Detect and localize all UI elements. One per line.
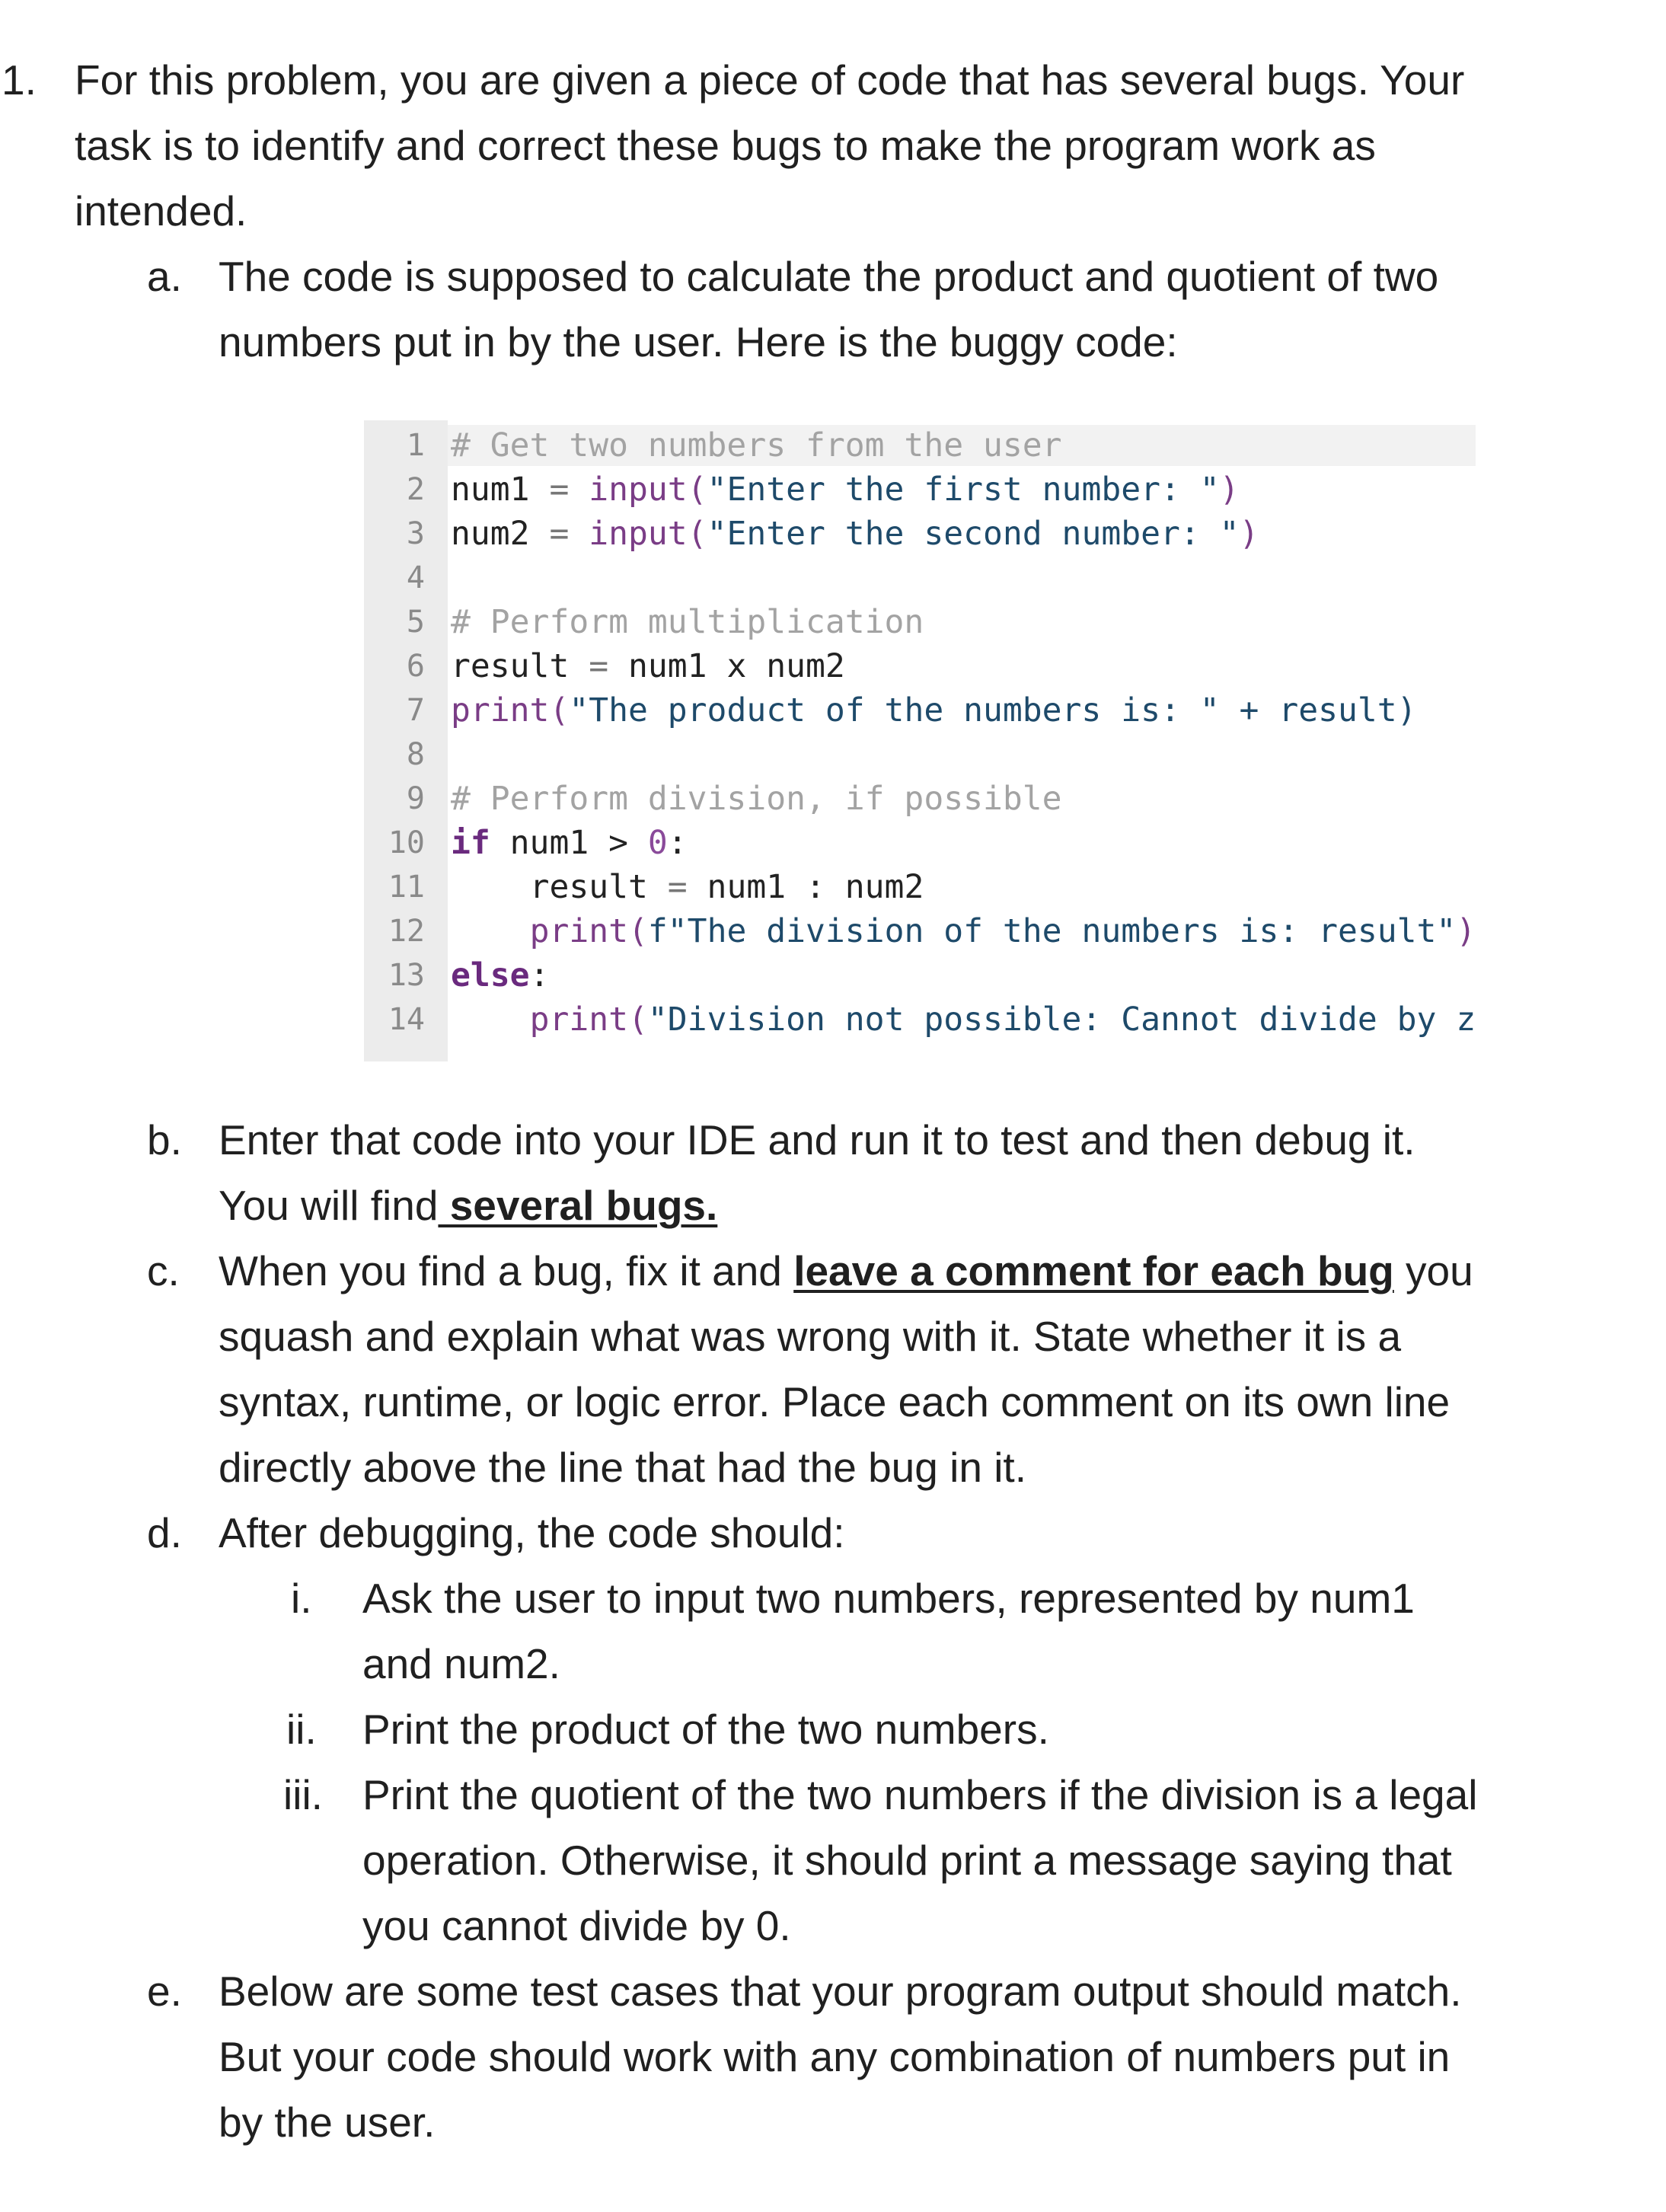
part-e-line-1: Below are some test cases that your program output should match.: [219, 1968, 1462, 2015]
line-number: 11: [388, 870, 425, 905]
line-number: 12: [388, 914, 425, 949]
part-b-line-1: Enter that code into your IDE and run it to test and then debug it.: [219, 1116, 1415, 1163]
code-keyword: else: [451, 956, 530, 994]
item-iii-line-1: Print the quotient of the two numbers if the division is a legal: [362, 1771, 1478, 1818]
several-bugs-emphasis: several bugs.: [438, 1182, 718, 1229]
code-var: num1: [451, 471, 550, 509]
part-d-marker: d.: [147, 1509, 182, 1556]
code-line-13: [451, 953, 549, 997]
line-number: 8: [406, 737, 425, 772]
item-ii-marker: ii.: [286, 1706, 317, 1753]
code-line-6: [451, 644, 845, 688]
part-e-line-3: by the user.: [219, 2099, 436, 2146]
code-function: input(: [569, 515, 707, 553]
code-comment: # Get two numbers from the user: [451, 426, 1062, 464]
code-expression: num1 : num2: [687, 868, 924, 906]
part-d-line: After debugging, the code should:: [219, 1509, 845, 1556]
item-i-line-1: Ask the user to input two numbers, represented by num1: [362, 1575, 1415, 1622]
code-string: f"The division of the numbers is: result": [647, 912, 1457, 950]
line-number: 13: [388, 958, 425, 993]
part-c-line-1: [219, 1246, 1473, 1296]
part-a-line-2: numbers put in by the user. Here is the buggy code:: [219, 318, 1178, 365]
code-expression: num1 >: [490, 824, 648, 862]
line-number: 3: [406, 516, 425, 551]
line-number: 9: [406, 781, 425, 816]
code-string: "Enter the second number: ": [707, 515, 1240, 553]
code-indent: [451, 912, 530, 950]
part-c-marker: c.: [147, 1247, 180, 1294]
code-colon: :: [529, 956, 550, 994]
code-number: 0: [647, 824, 668, 862]
part-e-line-2: But your code should work with any combination of numbers put in: [219, 2033, 1451, 2080]
code-operator: =: [589, 647, 609, 685]
part-e-marker: e.: [147, 1968, 182, 2015]
code-line-7: [451, 688, 1417, 733]
part-c-line-3: syntax, runtime, or logic error. Place each comment on its own line: [219, 1378, 1451, 1425]
code-string: "Enter the first number: ": [707, 471, 1220, 509]
code-line-9: [451, 777, 1062, 821]
code-line-1: [451, 423, 1062, 468]
code-line-14: [451, 997, 1476, 1042]
line-number: 5: [406, 605, 425, 640]
code-colon: :: [667, 824, 688, 862]
code-operator: =: [549, 471, 570, 509]
item-iii-line-3: you cannot divide by 0.: [362, 1902, 791, 1949]
item-i-marker: i.: [291, 1575, 312, 1622]
line-number: 4: [406, 560, 425, 595]
intro-line-3: intended.: [75, 187, 247, 235]
line-number: 7: [406, 693, 425, 728]
code-line-11: [451, 865, 924, 909]
code-paren: ): [1239, 515, 1259, 553]
part-c-line-1-prefix: When you find a bug, fix it and: [219, 1247, 794, 1294]
code-expression: num1 x num2: [608, 647, 845, 685]
item-i-line-2: and num2.: [362, 1640, 560, 1687]
code-var: result: [451, 647, 589, 685]
intro-line-2: task is to identify and correct these bugs to make the program work as: [75, 122, 1376, 169]
code-var: result: [529, 868, 668, 906]
item-ii-line-1: Print the product of the two numbers.: [362, 1706, 1049, 1753]
part-b-marker: b.: [147, 1116, 182, 1163]
part-b-line-2-prefix: You will find: [219, 1182, 439, 1229]
line-number: 14: [388, 1002, 425, 1037]
code-line-12: [451, 909, 1476, 953]
part-c-line-4: directly above the line that had the bug in it.: [219, 1444, 1026, 1491]
code-block: [364, 420, 1476, 1061]
code-comment: # Perform division, if possible: [451, 780, 1062, 818]
leave-comment-emphasis: leave a comment for each bug: [793, 1247, 1394, 1294]
code-line-2: [451, 468, 1240, 512]
code-indent: [451, 1001, 530, 1039]
problem-number: 1.: [2, 56, 37, 104]
code-var: num2: [451, 515, 550, 553]
code-line-10: [451, 821, 688, 865]
line-number: 10: [388, 825, 425, 860]
code-keyword: if: [451, 824, 490, 862]
part-c-line-2: squash and explain what was wrong with it. State whether it is a: [219, 1313, 1402, 1360]
code-operator: =: [667, 868, 688, 906]
code-paren: ): [1456, 912, 1476, 950]
part-a-marker: a.: [147, 253, 182, 300]
part-b-line-2: [219, 1180, 717, 1230]
code-function: print(: [529, 912, 648, 950]
line-number: 2: [406, 472, 425, 507]
line-number: 6: [406, 649, 425, 684]
code-function: print(: [451, 691, 570, 729]
code-line-5: [451, 600, 924, 644]
line-number: 1: [406, 428, 425, 463]
code-expression: + result): [1219, 691, 1417, 729]
code-paren: ): [1219, 471, 1240, 509]
code-function: input(: [569, 471, 707, 509]
part-a-line-1: The code is supposed to calculate the product and quotient of two: [219, 253, 1439, 300]
code-operator: =: [549, 515, 570, 553]
part-c-line-1-suffix: you: [1393, 1247, 1473, 1294]
code-string: "Division not possible: Cannot divide by z: [647, 1001, 1476, 1039]
code-line-3: [451, 512, 1259, 556]
item-iii-marker: iii.: [283, 1771, 323, 1818]
intro-line-1: For this problem, you are given a piece of code that has several bugs. Your: [75, 56, 1465, 104]
code-comment: # Perform multiplication: [451, 603, 924, 641]
code-function: print(: [529, 1001, 648, 1039]
code-string: "The product of the numbers is: ": [569, 691, 1220, 729]
code-indent: [451, 868, 530, 906]
item-iii-line-2: operation. Otherwise, it should print a message saying that: [362, 1837, 1452, 1884]
